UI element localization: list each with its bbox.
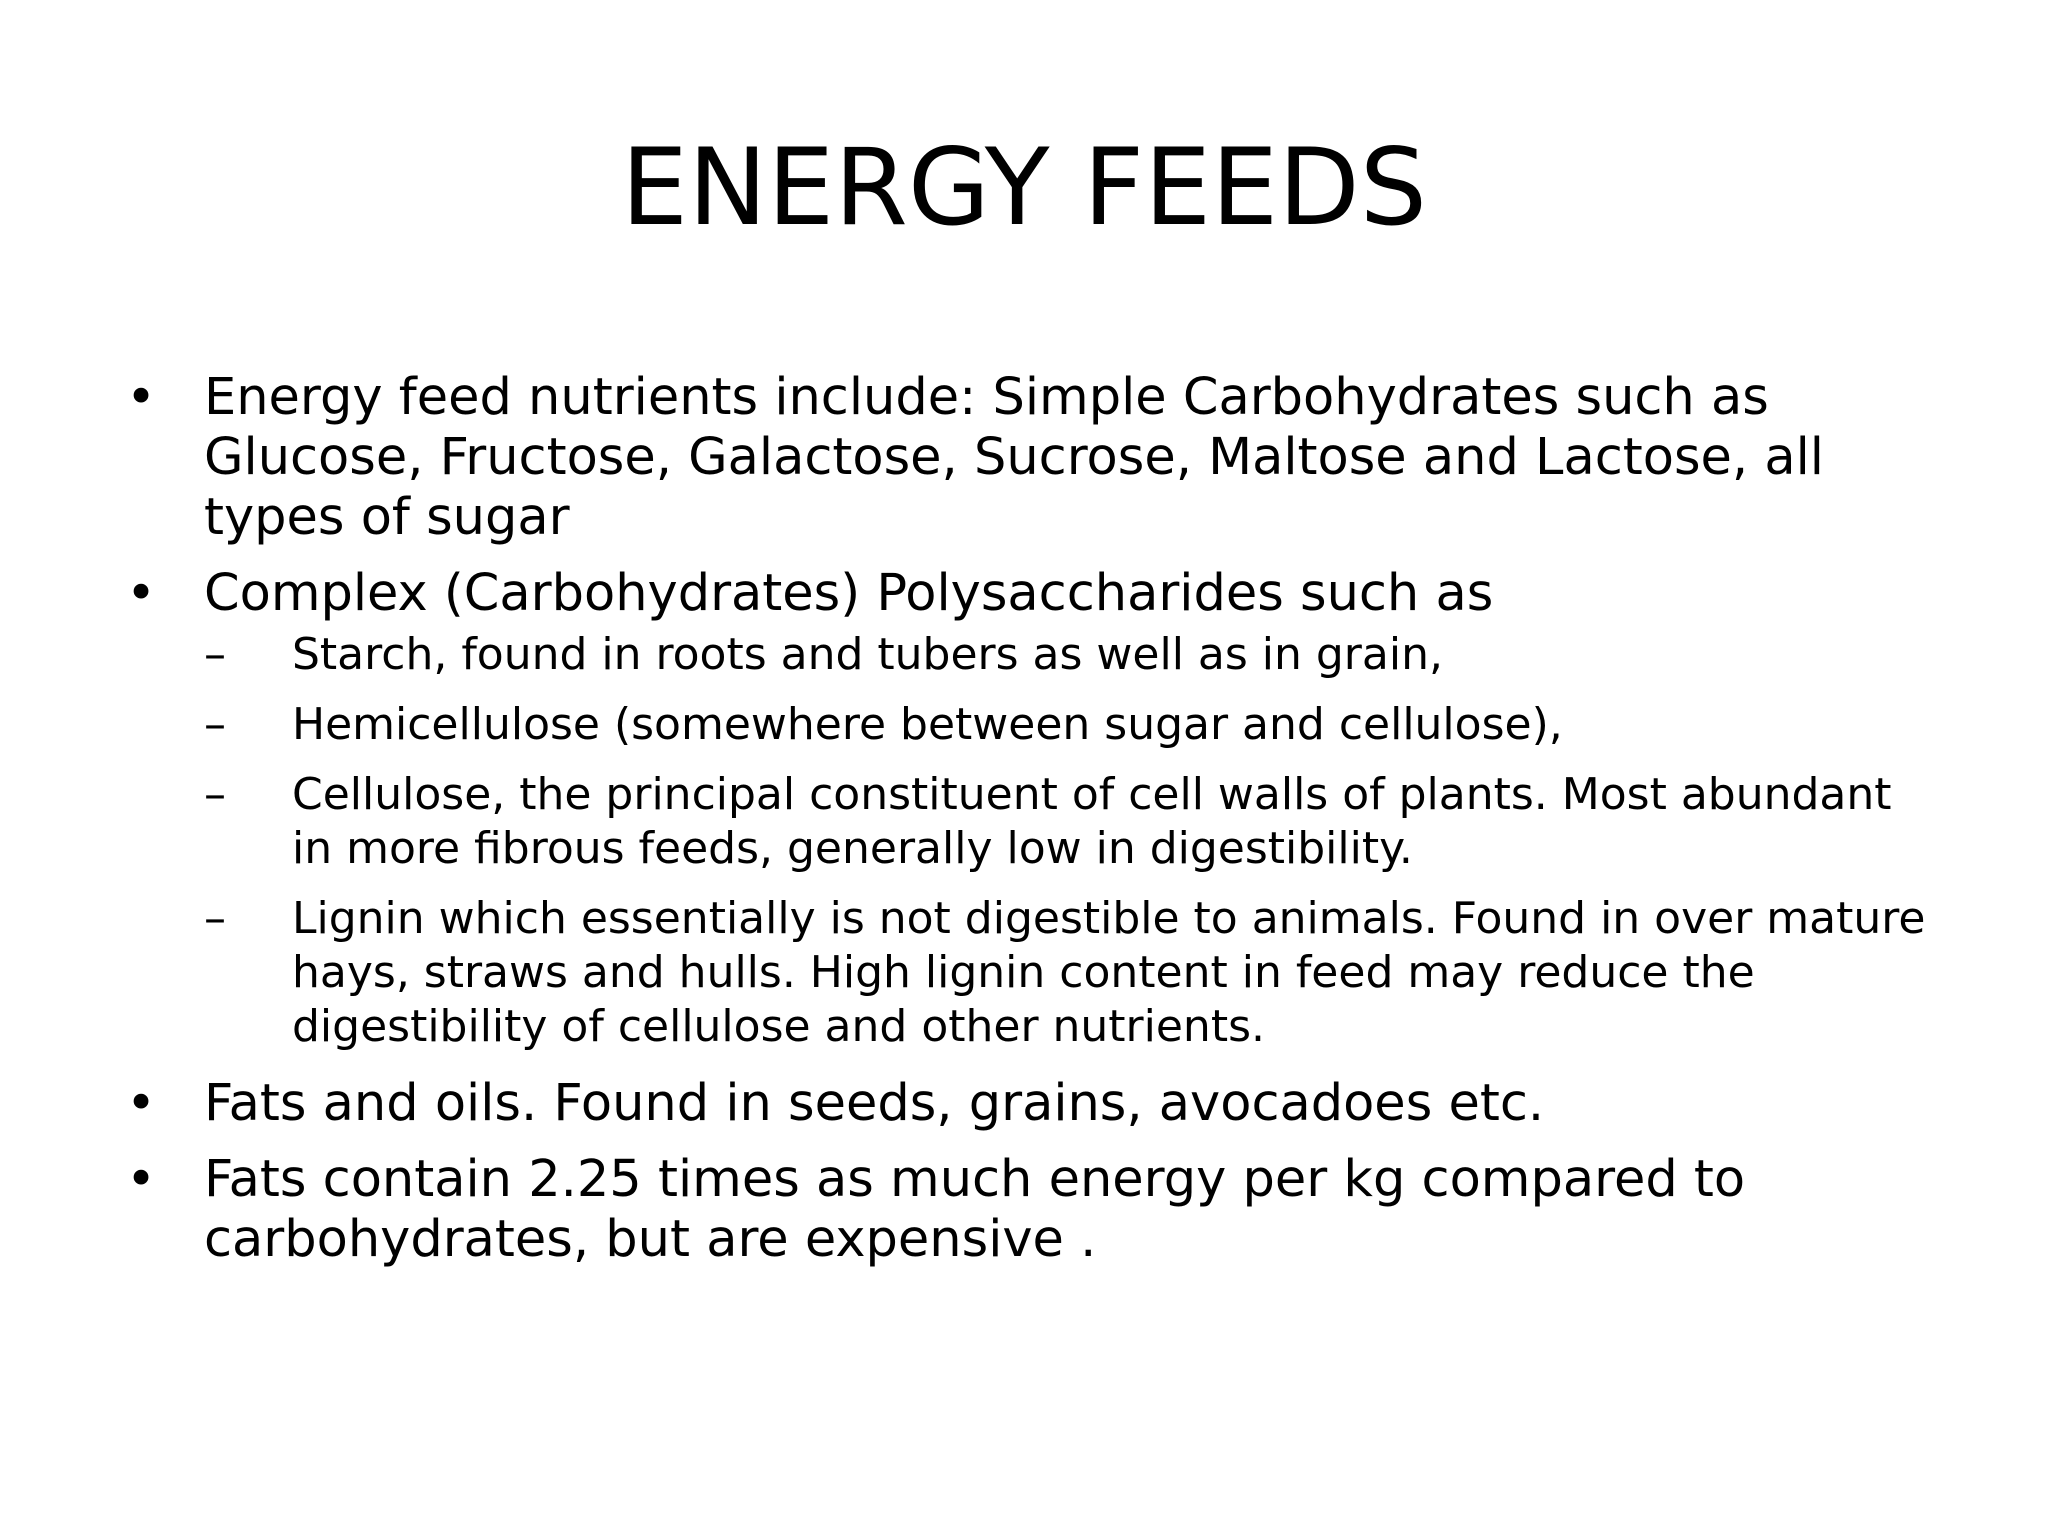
bullet-marker: •	[126, 368, 157, 427]
sub-bullet-item	[204, 698, 1938, 752]
bullet-text: Complex (Carbohydrates) Polysaccharides such as	[204, 564, 1494, 623]
bullet-marker: •	[126, 1074, 157, 1133]
sub-bullet-marker: –	[204, 629, 226, 680]
bullet-text: Fats and oils. Found in seeds, grains, avocadoes etc.	[204, 1074, 1545, 1133]
sub-bullet-marker: –	[204, 769, 226, 820]
sub-bullet-marker: –	[204, 699, 226, 750]
bullet-item	[118, 1150, 1938, 1270]
sub-bullet-list	[118, 628, 1938, 1054]
slide-content	[118, 368, 1938, 1286]
slide-title: ENERGY FEEDS	[620, 126, 1428, 249]
bullet-item	[118, 564, 1938, 624]
bullet-text: Fats contain 2.25 times as much energy per kg compared to carbohydrates, but are expensive .	[204, 1150, 1746, 1269]
bullet-marker: •	[126, 564, 157, 623]
sub-bullet-item	[204, 768, 1938, 876]
bullet-item	[118, 1074, 1938, 1134]
bullet-marker: •	[126, 1150, 157, 1209]
sub-bullet-item	[204, 892, 1938, 1054]
sub-bullet-text: Hemicellulose (somewhere between sugar and cellulose),	[292, 699, 1563, 750]
sub-bullet-marker: –	[204, 893, 226, 944]
sub-bullet-text: Cellulose, the principal constituent of cell walls of plants. Most abundant in more fibrous feeds, generally low in digestibility.	[292, 769, 1892, 874]
sub-bullet-text: Starch, found in roots and tubers as well as in grain,	[292, 629, 1443, 680]
bullet-item	[118, 368, 1938, 548]
bullet-text: Energy feed nutrients include: Simple Carbohydrates such as Glucose, Fructose, Galactose, Sucrose, Maltose and Lactose, all types of sugar	[204, 368, 1824, 547]
sub-bullet-text: Lignin which essentially is not digestible to animals. Found in over mature hays, straws and hulls. High lignin content in feed may reduce the digestibility of cellulose and other nutrients.	[292, 893, 1926, 1052]
sub-bullet-item	[204, 628, 1938, 682]
